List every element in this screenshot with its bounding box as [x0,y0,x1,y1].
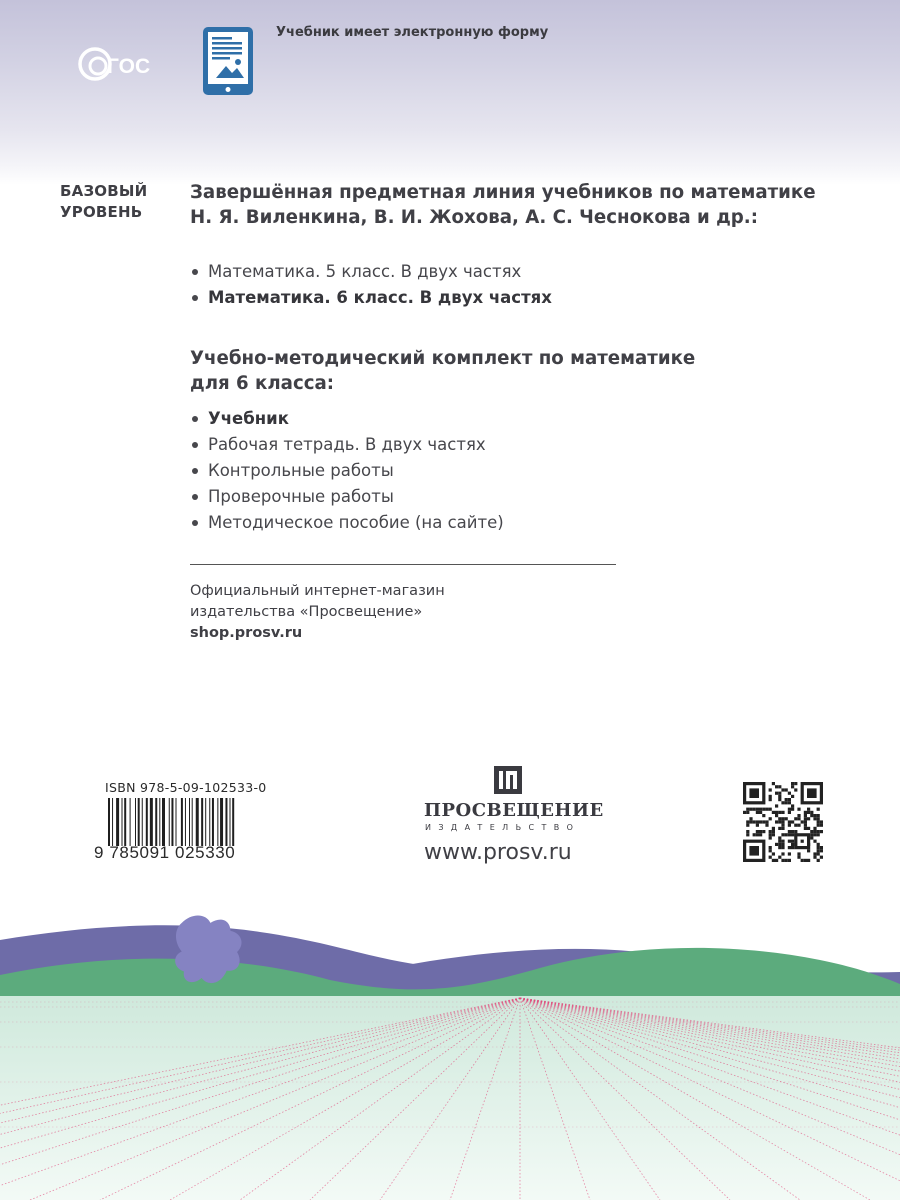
list-item: Учебник [190,406,504,432]
ground [0,996,900,1200]
list-item: Проверочные работы [190,484,504,510]
publisher-name: ПРОСВЕЩЕНИЕ [424,800,604,821]
list-item: Математика. 6 класс. В двух частях [190,285,552,311]
shop-url[interactable]: shop.prosv.ru [190,625,303,641]
shop-info: Официальный интернет-магазин издательства «Просвещение» shop.prosv.ru [190,581,445,644]
barcode-image [108,798,276,846]
tablet-icon [202,26,254,96]
fgos-logo [76,40,166,90]
list-item: Методическое пособие (на сайте) [190,510,504,536]
isbn-label: ISBN 978-5-09-102533-0 [105,780,267,795]
kit-heading: Учебно-методический комплект по математике для 6 класса: [190,348,696,394]
prosveshchenie-logo-icon [492,764,524,796]
landscape-illustration [0,880,900,1200]
series-heading: Завершённая предметная линия учебников по математике Н. Я. Виленкина, В. И. Жохова, А. С. Чеснокова и др.: [190,182,816,228]
list-item: Рабочая тетрадь. В двух частях [190,432,504,458]
publisher-website[interactable]: www.prosv.ru [424,840,572,865]
qr-code[interactable] [743,782,823,862]
series-list [190,259,552,311]
level-label: БАЗОВЫЙ УРОВЕНЬ [60,182,148,221]
kit-list [190,406,504,536]
barcode-number: 9 785091 025330 [94,843,236,862]
list-item: Контрольные работы [190,458,504,484]
eform-notice: Учебник имеет электронную форму [276,25,549,40]
divider [190,564,616,565]
list-item: Математика. 5 класс. В двух частях [190,259,552,285]
fgos-logo-text: ГОС [107,55,151,78]
publisher-subtitle: ИЗДАТЕЛЬСТВО [425,823,581,832]
